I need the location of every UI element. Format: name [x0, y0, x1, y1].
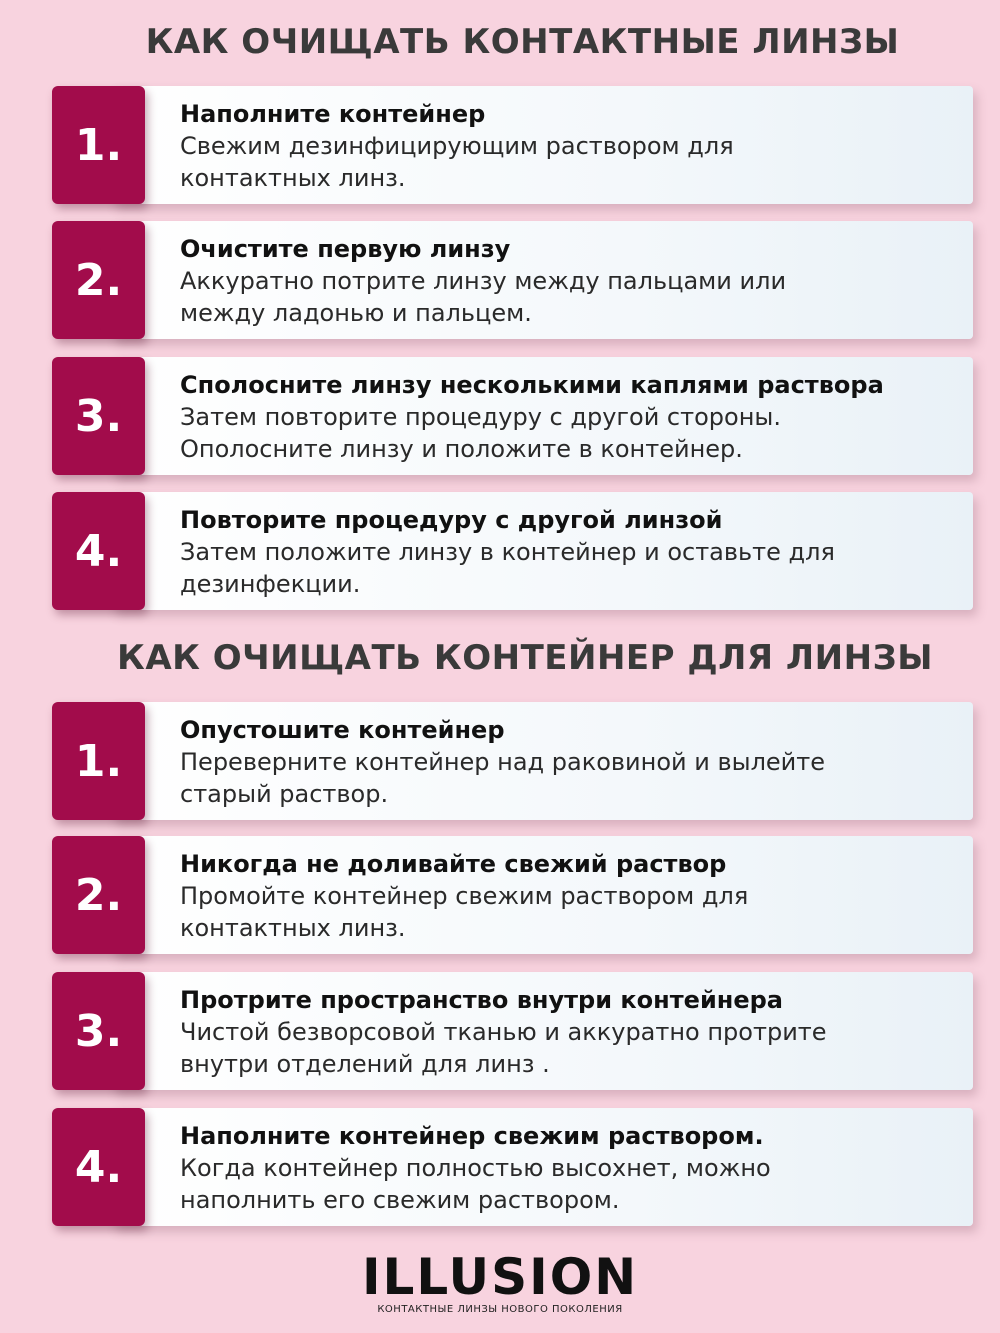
step-description [180, 130, 970, 194]
step-description-line: Когда контейнер полностью высохнет, можно [180, 1154, 771, 1182]
step-description-line: Затем положите линзу в контейнер и оставьте для [180, 538, 835, 566]
container-step-4 [52, 1108, 973, 1226]
lens-step-2 [52, 221, 973, 339]
section-title-container-cleaning: КАК ОЧИЩАТЬ КОНТЕЙНЕР ДЛЯ ЛИНЗЫ [117, 638, 933, 678]
step-description [180, 265, 970, 329]
step-number-badge: 1. [52, 702, 145, 820]
step-description-line: старый раствор. [180, 780, 389, 808]
container-step-3 [52, 972, 973, 1090]
step-text [180, 1120, 970, 1216]
step-description-line: наполнить его свежим раствором. [180, 1186, 620, 1214]
lens-step-1 [52, 86, 973, 204]
step-heading: Повторите процедуру с другой линзой [180, 506, 723, 534]
step-description [180, 746, 970, 810]
step-heading: Сполосните линзу несколькими каплями раствора [180, 371, 884, 399]
step-text [180, 984, 970, 1080]
step-description-line: Промойте контейнер свежим раствором для [180, 882, 749, 910]
step-description-line: Затем повторите процедуру с другой стороны. [180, 403, 781, 431]
step-description-line: Чистой безворсовой тканью и аккуратно протрите [180, 1018, 827, 1046]
step-description-line: Свежим дезинфицирующим раствором для [180, 132, 734, 160]
step-number-badge: 4. [52, 492, 145, 610]
step-description [180, 536, 970, 600]
step-description-line: Аккуратно потрите линзу между пальцами или [180, 267, 787, 295]
step-text [180, 504, 970, 600]
step-number-badge: 1. [52, 86, 145, 204]
step-text [180, 369, 970, 465]
step-description-line: контактных линз. [180, 914, 406, 942]
step-description [180, 401, 970, 465]
step-description [180, 880, 970, 944]
lens-step-3 [52, 357, 973, 475]
brand-tagline: КОНТАКТНЫЕ ЛИНЗЫ НОВОГО ПОКОЛЕНИЯ [377, 1304, 623, 1315]
container-step-2 [52, 836, 973, 954]
step-heading: Опустошите контейнер [180, 716, 505, 744]
section-title-lens-cleaning: КАК ОЧИЩАТЬ КОНТАКТНЫЕ ЛИНЗЫ [145, 22, 900, 62]
step-heading: Никогда не доливайте свежий раствор [180, 850, 727, 878]
step-number-badge: 3. [52, 357, 145, 475]
step-number-badge: 3. [52, 972, 145, 1090]
step-description [180, 1152, 970, 1216]
step-text [180, 714, 970, 810]
step-description-line: Переверните контейнер над раковиной и вылейте [180, 748, 826, 776]
step-number-badge: 2. [52, 221, 145, 339]
lens-step-4 [52, 492, 973, 610]
step-description-line: контактных линз. [180, 164, 406, 192]
step-description-line: внутри отделений для линз . [180, 1050, 550, 1078]
step-text [180, 233, 970, 329]
container-step-1 [52, 702, 973, 820]
brand-logo [0, 1250, 1000, 1315]
step-description [180, 1016, 970, 1080]
step-number-badge: 2. [52, 836, 145, 954]
step-description-line: Ополосните линзу и положите в контейнер. [180, 435, 743, 463]
step-description-line: между ладонью и пальцем. [180, 299, 532, 327]
step-text [180, 98, 970, 194]
step-number-badge: 4. [52, 1108, 145, 1226]
step-heading: Наполните контейнер [180, 100, 486, 128]
step-heading: Наполните контейнер свежим раствором. [180, 1122, 764, 1150]
step-text [180, 848, 970, 944]
step-heading: Протрите пространство внутри контейнера [180, 986, 783, 1014]
brand-name: ILLUSION [361, 1248, 639, 1306]
step-description-line: дезинфекции. [180, 570, 361, 598]
step-heading: Очистите первую линзу [180, 235, 511, 263]
